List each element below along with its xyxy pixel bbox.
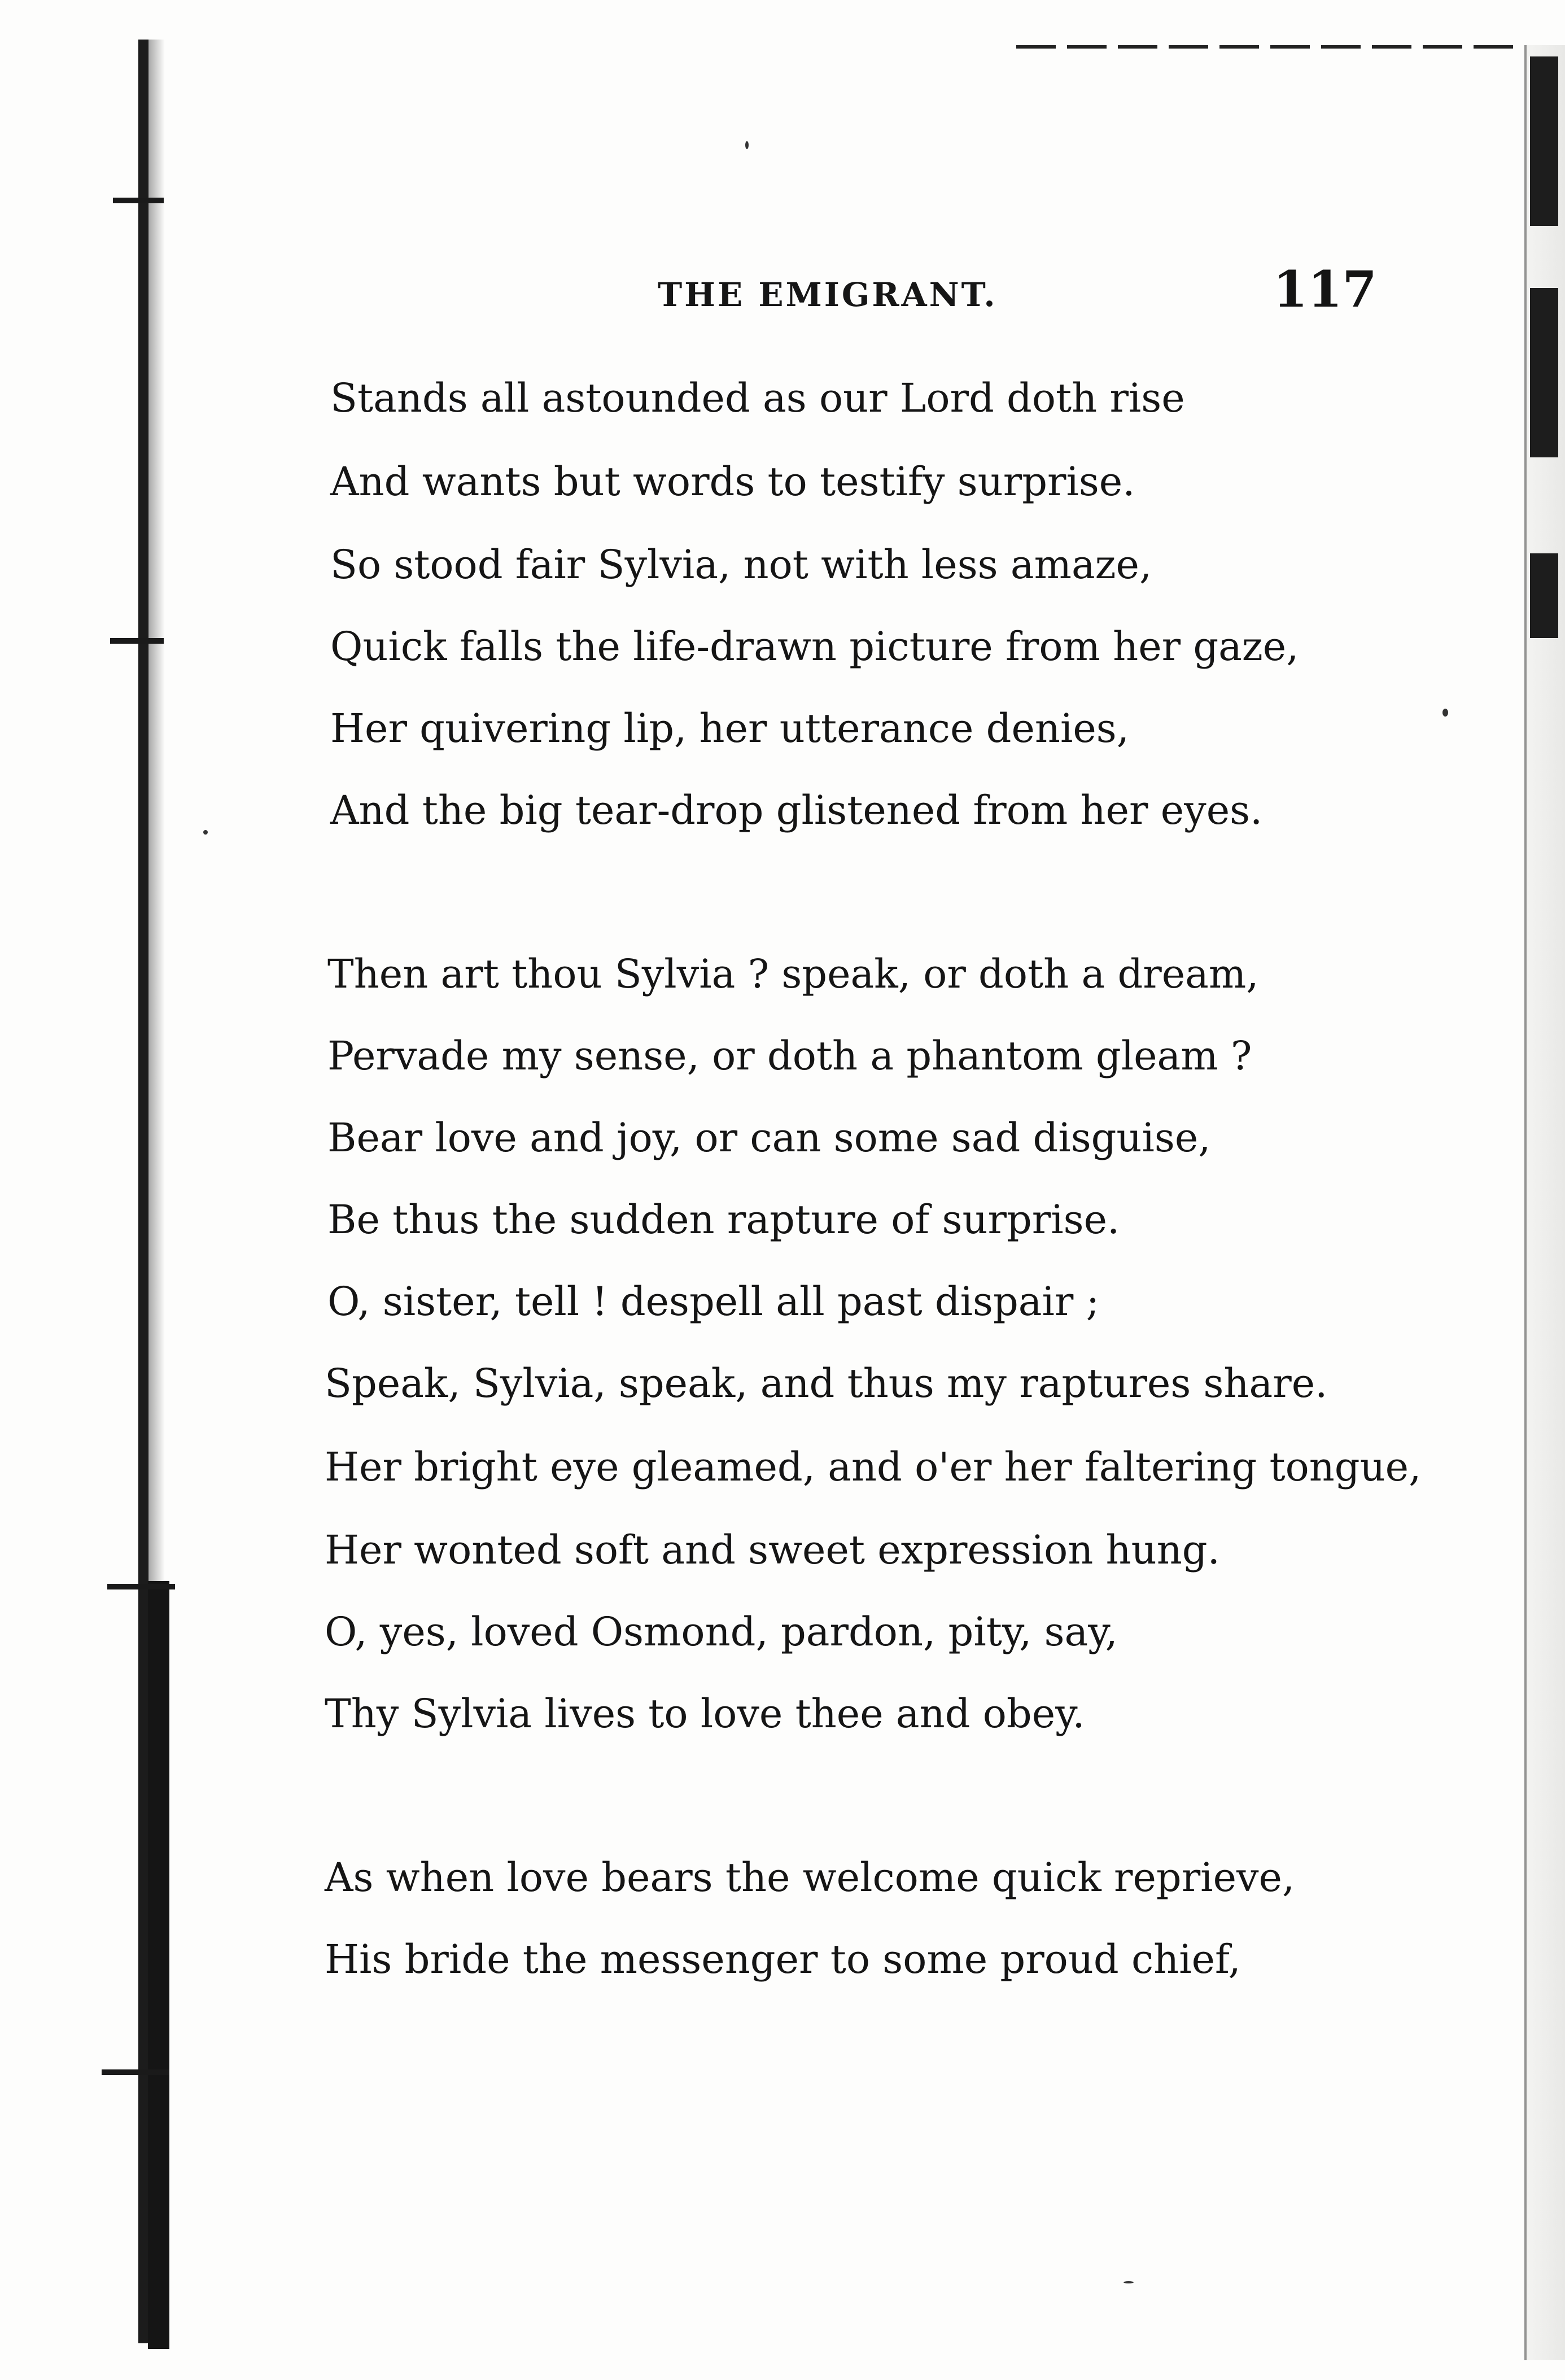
poem-line: Thy Sylvia lives to love thee and obey. [325, 1691, 1085, 1737]
poem-line: His bride the messenger to some proud chief, [325, 1936, 1241, 1982]
ink-speck [745, 141, 749, 149]
running-head: THE EMIGRANT. [658, 276, 998, 314]
poem-line: As when love bears the welcome quick reprieve, [325, 1854, 1295, 1901]
poem-line: Then art thou Sylvia ? speak, or doth a dream, [327, 951, 1259, 997]
facing-page-mark [1530, 553, 1558, 638]
ink-speck [1124, 2281, 1134, 2283]
ink-speck [1442, 709, 1448, 717]
poem-line: Stands all astounded as our Lord doth rise [330, 375, 1185, 421]
poem-line: Be thus the sudden rapture of surprise. [327, 1196, 1120, 1243]
poem-line: O, yes, loved Osmond, pardon, pity, say, [325, 1609, 1118, 1655]
poem-line: So stood fair Sylvia, not with less amaze, [330, 541, 1152, 588]
poem-line: And the big tear-drop glistened from her eyes. [330, 787, 1263, 833]
binding-mark [113, 198, 164, 203]
binding-mark [110, 638, 164, 644]
poem-line: Bear love and joy, or can some sad disguise, [327, 1115, 1211, 1161]
page-number: 117 [1273, 260, 1377, 318]
facing-page-rule [1524, 45, 1527, 2360]
poem-line: Her bright eye gleamed, and o'er her faltering tongue, [325, 1444, 1422, 1490]
top-dashed-rule [1016, 45, 1513, 49]
poem-line: Her quivering lip, her utterance denies, [330, 705, 1129, 752]
facing-page-mark [1530, 56, 1558, 226]
poem-line: Speak, Sylvia, speak, and thus my raptures share. [325, 1360, 1328, 1407]
facing-page-mark [1530, 288, 1558, 457]
page-binding-edge [138, 40, 148, 2343]
poem-line: O, sister, tell ! despell all past dispair ; [327, 1278, 1100, 1325]
poem-line: Her wonted soft and sweet expression hung. [325, 1527, 1220, 1573]
ink-speck [203, 830, 208, 835]
binding-mark [102, 2069, 169, 2075]
poem-line: Pervade my sense, or doth a phantom gleam ? [327, 1033, 1252, 1079]
binding-dark-band [148, 1581, 169, 2349]
poem-line: And wants but words to testify surprise. [330, 458, 1135, 505]
binding-mark [107, 1584, 175, 1589]
poem-line: Quick falls the life-drawn picture from her gaze, [330, 623, 1299, 670]
